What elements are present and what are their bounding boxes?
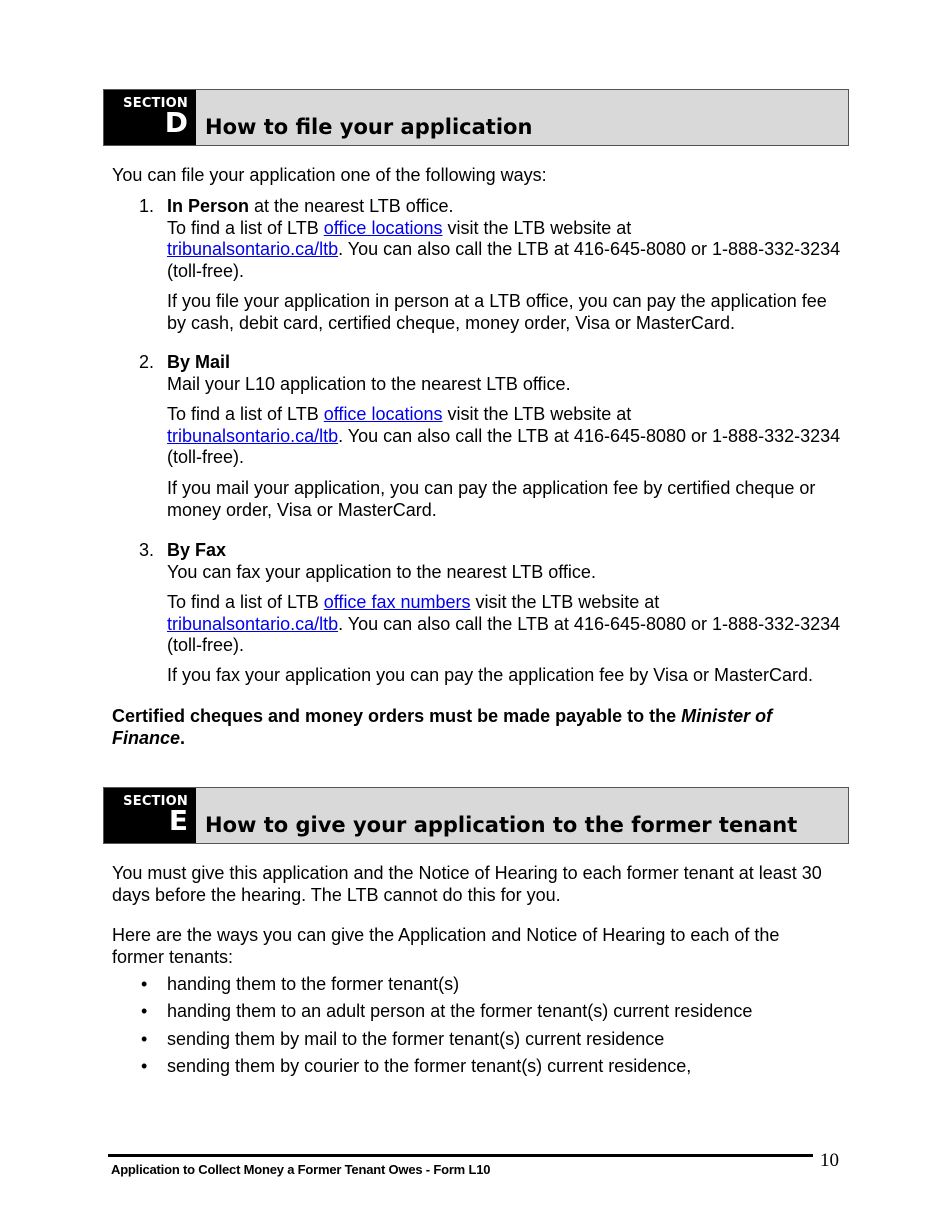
item-by-fax: By Fax You can fax your application to the nearest LTB office. (167, 540, 596, 582)
ltb-website-link[interactable]: tribunalsontario.ca/ltb (167, 613, 339, 634)
list-item: sending them by mail to the former tenant(s) current residence (167, 1029, 665, 1049)
office-locations-link[interactable]: office locations (323, 217, 443, 238)
item-find-text: To find a list of LTB office fax numbers visit the LTB website at tribunalsontario.ca/ltb. You can also call the LTB at 416-645-8080 or 1-888-332-3234 (toll-free). (167, 592, 841, 655)
section-e-title: How to give your application to the former tenant (205, 813, 798, 837)
section-letter: D (164, 106, 188, 139)
item-number: 3. (139, 540, 155, 560)
item-find-text: To find a list of LTB office locations visit the LTB website at tribunalsontario.ca/ltb. You can also call the LTB at 416-645-8080 or 1-888-332-3234 (toll-free). (167, 404, 841, 467)
ltb-website-link[interactable]: tribunalsontario.ca/ltb (167, 239, 339, 259)
item-in-person: In Person at the nearest LTB office. To find a list of LTB office locations visit the LTB website at tribunalsontario.ca/ltb. You can also call the LTB at 416-645-8080 or 1-888-332-3234 (toll-free). (167, 196, 841, 281)
section-e-header (103, 787, 849, 844)
item-heading: By Fax (167, 540, 227, 560)
section-d-header (103, 89, 849, 146)
item-by-mail: By Mail Mail your L10 application to the nearest LTB office. (167, 352, 571, 394)
list-item: handing them to the former tenant(s) (167, 974, 460, 994)
item-payment-text: If you fax your application you can pay the application fee by Visa or MasterCard. (167, 665, 814, 685)
bullet-icon: • (141, 1056, 148, 1076)
section-e-para1: You must give this application and the Notice of Hearing to each former tenant at least 30 days before the hearing. The LTB cannot do this for you. (112, 863, 822, 905)
section-e-badge (104, 788, 196, 843)
item-payment-text: If you file your application in person at a LTB office, you can pay the application fee by cash, debit card, certified cheque, money order, Visa or MasterCard. (167, 291, 827, 333)
item-number: 2. (139, 352, 155, 372)
section-letter: E (168, 804, 188, 837)
list-item: handing them to an adult person at the former tenant(s) current residence (167, 1001, 753, 1021)
section-d-badge (104, 90, 196, 145)
footer-divider (108, 1154, 813, 1157)
section-e-para2: Here are the ways you can give the Application and Notice of Hearing to each of the former tenants: (112, 925, 780, 967)
bullet-icon: • (141, 1001, 148, 1021)
item-heading: By Mail (167, 352, 231, 372)
section-label: SECTION (123, 794, 188, 809)
section-d-intro: You can file your application one of the following ways: (112, 165, 547, 185)
list-item: sending them by courier to the former tenant(s) current residence, (167, 1056, 692, 1076)
page-number: 10 (820, 1150, 839, 1171)
section-d-title: How to file your application (205, 115, 533, 139)
item-number: 1. (139, 196, 155, 216)
ltb-website-link[interactable]: tribunalsontario.ca/ltb (167, 425, 339, 446)
office-fax-numbers-link[interactable]: office fax numbers (323, 592, 471, 612)
item-heading: In Person (167, 196, 250, 216)
section-label: SECTION (123, 96, 188, 111)
item-payment-text: If you mail your application, you can pay the application fee by certified cheque or money order, Visa or MasterCard. (167, 478, 816, 520)
bullet-icon: • (141, 974, 148, 994)
footer-form-title: Application to Collect Money a Former Tenant Owes - Form L10 (111, 1162, 491, 1177)
office-locations-link[interactable]: office locations (323, 404, 443, 424)
payable-note: Certified cheques and money orders must be made payable to the Minister of Finance. (112, 706, 773, 748)
bullet-icon: • (141, 1029, 148, 1049)
